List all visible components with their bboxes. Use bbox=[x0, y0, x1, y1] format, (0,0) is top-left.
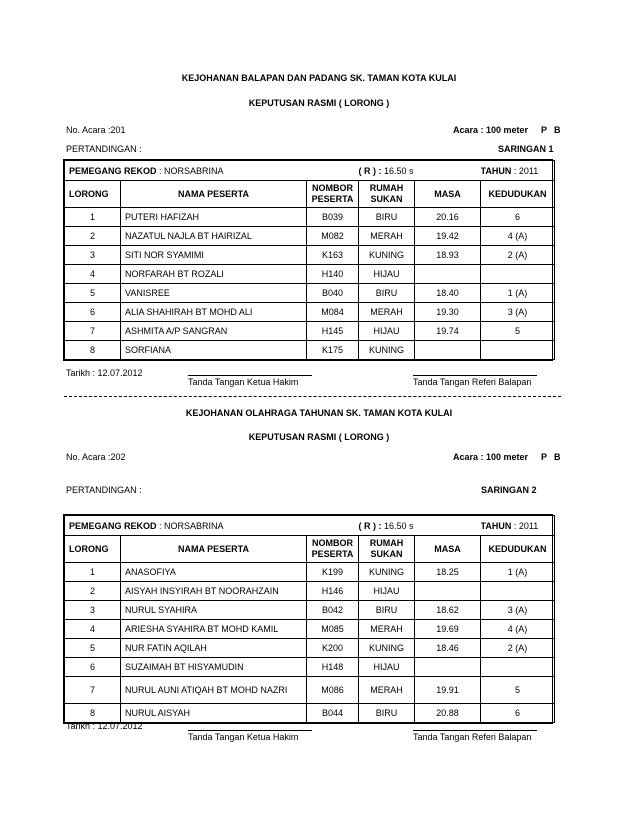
col-kedudukan: KEDUDUKAN bbox=[481, 536, 555, 563]
table-row bbox=[65, 704, 555, 723]
cell-kedudukan: 5 bbox=[481, 322, 555, 341]
date-label: Tarikh : 12.07.2012 bbox=[66, 368, 143, 378]
cell-nombor: M085 bbox=[307, 620, 359, 639]
cell-lorong: 6 bbox=[65, 658, 121, 677]
cell-kedudukan bbox=[481, 341, 555, 360]
table-row bbox=[65, 639, 555, 658]
cell-kedudukan bbox=[481, 582, 555, 601]
record-holder-name: : NORSABRINA bbox=[159, 520, 224, 531]
cell-nama: SITI NOR SYAMIMI bbox=[121, 246, 307, 265]
heat-label: SARINGAN 2 bbox=[481, 485, 537, 495]
cell-rumah: MERAH bbox=[359, 227, 415, 246]
cell-masa: 18.46 bbox=[415, 639, 481, 658]
cell-rumah: BIRU bbox=[359, 704, 415, 723]
cell-lorong: 4 bbox=[65, 265, 121, 284]
table-row bbox=[65, 620, 555, 639]
record-value: 16.50 s bbox=[381, 165, 414, 176]
cell-nama: NURUL AUNI ATIQAH BT MOHD NAZRI bbox=[121, 677, 307, 704]
cell-rumah: MERAH bbox=[359, 303, 415, 322]
cell-kedudukan: 4 (A) bbox=[481, 620, 555, 639]
cell-kedudukan: 3 (A) bbox=[481, 303, 555, 322]
cell-rumah: KUNING bbox=[359, 246, 415, 265]
event-number: No. Acara :201 bbox=[66, 125, 126, 135]
record-value: 16.50 s bbox=[381, 520, 414, 531]
cell-lorong: 3 bbox=[65, 601, 121, 620]
cell-nombor: K200 bbox=[307, 639, 359, 658]
cell-nombor: B044 bbox=[307, 704, 359, 723]
result-subtitle: KEPUTUSAN RASMI ( LORONG ) bbox=[248, 98, 390, 108]
cell-nama: VANISREE bbox=[121, 284, 307, 303]
event-distance: Acara : 100 meter bbox=[453, 452, 529, 462]
table-row bbox=[65, 246, 555, 265]
cell-nombor: H145 bbox=[307, 322, 359, 341]
cell-lorong: 7 bbox=[65, 322, 121, 341]
table-row bbox=[65, 303, 555, 322]
col-nama: NAMA PESERTA bbox=[121, 536, 307, 563]
cell-masa: 19.42 bbox=[415, 227, 481, 246]
table-row bbox=[65, 677, 555, 704]
results-table bbox=[63, 159, 553, 361]
event-category: B bbox=[554, 125, 561, 135]
record-holder-name: : NORSABRINA bbox=[159, 165, 224, 176]
cell-masa: 18.93 bbox=[415, 246, 481, 265]
cell-masa: 18.25 bbox=[415, 563, 481, 582]
table-row bbox=[65, 341, 555, 360]
cell-nama: NURUL AISYAH bbox=[121, 704, 307, 723]
cell-lorong: 2 bbox=[65, 582, 121, 601]
cell-nombor: B042 bbox=[307, 601, 359, 620]
col-kedudukan: KEDUDUKAN bbox=[481, 181, 555, 208]
cell-lorong: 6 bbox=[65, 303, 121, 322]
cell-kedudukan: 5 bbox=[481, 677, 555, 704]
cell-kedudukan: 1 (A) bbox=[481, 284, 555, 303]
cell-lorong: 1 bbox=[65, 563, 121, 582]
cell-nama: SUZAIMAH BT HISYAMUDIN bbox=[121, 658, 307, 677]
cell-nama: NORFARAH BT ROZALI bbox=[121, 265, 307, 284]
record-year-value: : 2011 bbox=[511, 520, 539, 531]
table-row bbox=[65, 582, 555, 601]
signature-hakim-label: Tanda Tangan Ketua Hakim bbox=[188, 377, 299, 387]
cell-masa bbox=[415, 658, 481, 677]
date-label: Tarikh : 12.07.2012 bbox=[66, 721, 143, 731]
col-lorong: LORONG bbox=[65, 181, 121, 208]
cell-masa bbox=[415, 341, 481, 360]
cell-nombor: K175 bbox=[307, 341, 359, 360]
table-row bbox=[65, 322, 555, 341]
cell-kedudukan: 1 (A) bbox=[481, 563, 555, 582]
cell-nombor: K199 bbox=[307, 563, 359, 582]
cell-nama: NURUL SYAHIRA bbox=[121, 601, 307, 620]
cell-nama: PUTERI HAFIZAH bbox=[121, 208, 307, 227]
cell-masa: 20.16 bbox=[415, 208, 481, 227]
table-row bbox=[65, 658, 555, 677]
cut-line bbox=[64, 396, 561, 397]
signature-line-hakim bbox=[188, 375, 312, 376]
record-holder-label: PEMEGANG REKOD bbox=[69, 165, 157, 176]
signature-line-referi bbox=[413, 730, 537, 731]
signature-line-hakim bbox=[188, 730, 312, 731]
heat-label: SARINGAN 1 bbox=[498, 144, 554, 154]
col-masa: MASA bbox=[415, 536, 481, 563]
cell-nombor: H146 bbox=[307, 582, 359, 601]
cell-rumah: HIJAU bbox=[359, 322, 415, 341]
event-gender: P bbox=[541, 452, 548, 462]
col-rumah: RUMAH SUKAN bbox=[359, 536, 415, 563]
competition-label: PERTANDINGAN : bbox=[66, 144, 142, 154]
cell-kedudukan: 2 (A) bbox=[481, 246, 555, 265]
cell-kedudukan: 6 bbox=[481, 704, 555, 723]
cell-nama: ALIA SHAHIRAH BT MOHD ALI bbox=[121, 303, 307, 322]
cell-lorong: 7 bbox=[65, 677, 121, 704]
signature-referi-label: Tanda Tangan Referi Balapan bbox=[413, 732, 532, 742]
cell-masa: 19.74 bbox=[415, 322, 481, 341]
col-lorong: LORONG bbox=[65, 536, 121, 563]
cell-masa bbox=[415, 265, 481, 284]
cell-lorong: 8 bbox=[65, 341, 121, 360]
table-row bbox=[65, 563, 555, 582]
table-header-row bbox=[65, 536, 555, 563]
record-label: ( R ) : bbox=[358, 165, 382, 176]
cell-lorong: 5 bbox=[65, 639, 121, 658]
cell-kedudukan bbox=[481, 658, 555, 677]
cell-rumah: HIJAU bbox=[359, 582, 415, 601]
cell-kedudukan: 2 (A) bbox=[481, 639, 555, 658]
event-distance: Acara : 100 meter bbox=[453, 125, 529, 135]
signature-referi-label: Tanda Tangan Referi Balapan bbox=[413, 377, 532, 387]
cell-nombor: H140 bbox=[307, 265, 359, 284]
signature-line-referi bbox=[413, 375, 537, 376]
cell-masa bbox=[415, 582, 481, 601]
table-row bbox=[65, 265, 555, 284]
table-row bbox=[65, 227, 555, 246]
competition-label: PERTANDINGAN : bbox=[66, 485, 142, 495]
cell-lorong: 1 bbox=[65, 208, 121, 227]
record-holder-row bbox=[65, 516, 555, 536]
cell-nama: NAZATUL NAJLA BT HAIRIZAL bbox=[121, 227, 307, 246]
cell-masa: 19.30 bbox=[415, 303, 481, 322]
cell-nombor: H148 bbox=[307, 658, 359, 677]
cell-masa: 20.88 bbox=[415, 704, 481, 723]
col-nombor: NOMBOR PESERTA bbox=[307, 536, 359, 563]
cell-rumah: HIJAU bbox=[359, 658, 415, 677]
event-title: KEJOHANAN BALAPAN DAN PADANG SK. TAMAN KOTA KULAI bbox=[181, 73, 457, 83]
record-label: ( R ) : bbox=[358, 520, 382, 531]
event-category: B bbox=[554, 452, 561, 462]
cell-lorong: 2 bbox=[65, 227, 121, 246]
results-table bbox=[63, 514, 553, 724]
cell-rumah: KUNING bbox=[359, 639, 415, 658]
cell-rumah: HIJAU bbox=[359, 265, 415, 284]
cell-rumah: BIRU bbox=[359, 284, 415, 303]
cell-nama: SORFIANA bbox=[121, 341, 307, 360]
col-masa: MASA bbox=[415, 181, 481, 208]
cell-nombor: M086 bbox=[307, 677, 359, 704]
cell-kedudukan: 3 (A) bbox=[481, 601, 555, 620]
record-holder-label: PEMEGANG REKOD bbox=[69, 520, 157, 531]
cell-nama: ANASOFIYA bbox=[121, 563, 307, 582]
record-year-label: TAHUN bbox=[480, 165, 512, 176]
event-title: KEJOHANAN OLAHRAGA TAHUNAN SK. TAMAN KOTA KULAI bbox=[185, 408, 453, 418]
cell-nombor: K163 bbox=[307, 246, 359, 265]
cell-rumah: BIRU bbox=[359, 601, 415, 620]
cell-nombor: M084 bbox=[307, 303, 359, 322]
cell-kedudukan: 4 (A) bbox=[481, 227, 555, 246]
table-row bbox=[65, 601, 555, 620]
cell-masa: 18.40 bbox=[415, 284, 481, 303]
cell-nama: NUR FATIN AQILAH bbox=[121, 639, 307, 658]
col-rumah: RUMAH SUKAN bbox=[359, 181, 415, 208]
signature-hakim-label: Tanda Tangan Ketua Hakim bbox=[188, 732, 299, 742]
event-gender: P bbox=[541, 125, 548, 135]
cell-rumah: BIRU bbox=[359, 208, 415, 227]
cell-lorong: 4 bbox=[65, 620, 121, 639]
cell-lorong: 3 bbox=[65, 246, 121, 265]
cell-nama: ASHMITA A/P SANGRAN bbox=[121, 322, 307, 341]
event-number: No. Acara :202 bbox=[66, 452, 126, 462]
table-header-row bbox=[65, 181, 555, 208]
cell-nama: ARIESHA SYAHIRA BT MOHD KAMIL bbox=[121, 620, 307, 639]
cell-rumah: KUNING bbox=[359, 563, 415, 582]
cell-masa: 19.69 bbox=[415, 620, 481, 639]
col-nombor: NOMBOR PESERTA bbox=[307, 181, 359, 208]
cell-nombor: B039 bbox=[307, 208, 359, 227]
cell-nombor: M082 bbox=[307, 227, 359, 246]
cell-masa: 19.91 bbox=[415, 677, 481, 704]
cell-kedudukan bbox=[481, 265, 555, 284]
cell-lorong: 8 bbox=[65, 704, 121, 723]
record-year-value: : 2011 bbox=[511, 165, 539, 176]
cell-lorong: 5 bbox=[65, 284, 121, 303]
record-year-label: TAHUN bbox=[480, 520, 512, 531]
table-row bbox=[65, 208, 555, 227]
cell-masa: 18.62 bbox=[415, 601, 481, 620]
cell-nama: AISYAH INSYIRAH BT NOORAHZAIN bbox=[121, 582, 307, 601]
record-holder-row bbox=[65, 161, 555, 181]
table-row bbox=[65, 284, 555, 303]
cell-kedudukan: 6 bbox=[481, 208, 555, 227]
cell-rumah: MERAH bbox=[359, 620, 415, 639]
cell-nombor: B040 bbox=[307, 284, 359, 303]
col-nama: NAMA PESERTA bbox=[121, 181, 307, 208]
cell-rumah: KUNING bbox=[359, 341, 415, 360]
result-subtitle: KEPUTUSAN RASMI ( LORONG ) bbox=[248, 432, 390, 442]
cell-rumah: MERAH bbox=[359, 677, 415, 704]
